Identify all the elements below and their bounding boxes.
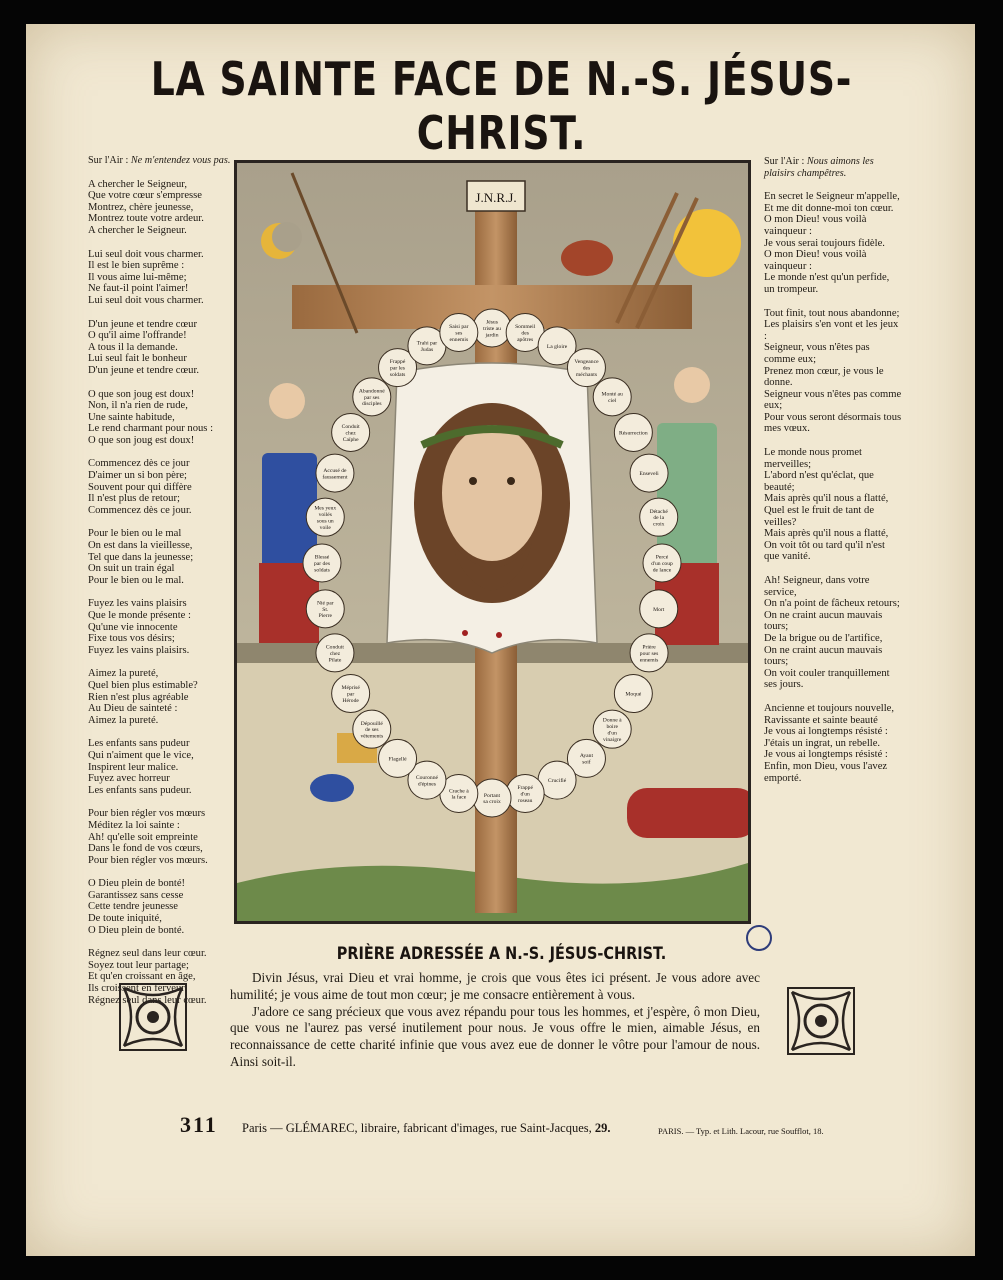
medallion-label: Couronné d'épines [415,774,438,788]
medallion-label: Frappé d'un roseau [517,785,533,804]
page-title: LA SAINTE FACE DE N.-S. JÉSUS-CHRIST. [150,52,853,160]
stanza: O que son joug est doux! Non, il n'a rien de rude, Une sainte habitude, Le rend charmant pour nous : O que son joug est doux! [88,388,214,446]
medallion-label: Abandonné par ses disciples [358,388,385,408]
passion-medallion [440,314,478,352]
stanza: D'un jeune et tendre cœur O qu'il aime l'offrande! A tous il la demande. Lui seul fait le bonheur D'un jeune et tendre cœur. [88,318,200,376]
passion-medallion [332,413,370,451]
passion-medallion [593,378,631,416]
passion-medallion [303,544,341,582]
passion-medallion [614,413,652,451]
stanza: En secret le Seigneur m'appelle, Et me dit donne-moi ton cœur. O mon Dieu! vous voilà vainqueur : Je vous serai toujours fidèle. O mon Dieu! vous voilà vainqueur : Le monde n'est qu'un perfide, un trompeur. [764,191,900,295]
passion-medallion [332,675,370,713]
left-song-air [88,155,233,167]
printer-line: PARIS. — Typ. et Lith. Lacour, rue Soufflot, 18. [658,1126,824,1136]
medallion-label: Monté au ciel [601,391,623,405]
prayer-title: PRIÈRE ADRESSÉE A N.-S. JÉSUS-CHRIST. [336,944,667,964]
ornament-right-icon [786,986,856,1056]
air-label: Sur l'Air : [88,155,129,166]
medallion-label: Conduit chez Pilate [325,644,344,664]
publisher-line [242,1121,610,1136]
medallion-label: Dépouillé de ses vêtements [360,720,384,740]
street-number: 29. [594,1121,611,1135]
rooster-icon [561,240,613,276]
medallion-label: Trahi par Judas [416,340,438,354]
sun-icon [673,209,741,277]
medallion-label: Donne à boire d'un vinaigre [602,717,622,743]
medallion-label: Ayant soif [579,753,594,766]
passion-medallion [379,739,417,777]
stanza: Le monde nous promet merveilles; L'abord n'est qu'éclat, que beauté; Mais après qu'il nous a flatté, Quel est le fruit de tant de veilles? Mais après qu'il nous a flatté, On voit tôt ou tard qu'il n'est que vanité. [764,447,889,563]
passion-medallion [506,774,544,812]
robe-instrument [627,788,748,838]
stanza: Régnez seul dans leur cœur. Soyez tout leur partage; Et qu'en croissant en âge, Ils croissent en ferveur; Régnez seul dans leur cœur. [88,948,207,1006]
medallion-label: Mort [653,606,665,613]
engraving-illustration [237,163,748,921]
stanza: Commencez dès ce jour D'aimer un si bon père; Souvent pour qui diffère Il n'est plus de retour; Commencez dès ce jour. [88,458,192,516]
medallion-label: La gloire [546,343,568,350]
print-number: 311 [180,1112,218,1137]
passion-medallion [643,544,681,582]
medallion-label: Mes yeux voilés sous un voile [314,505,337,531]
right-song [764,156,902,796]
medallion-label: Détaché de la croix [649,508,668,528]
library-stamp [746,925,772,951]
passion-medallion [640,590,678,628]
medallion-label: Saisi par ses ennemis [449,324,469,343]
medallion-label: Crucifié [547,778,567,785]
prayer-text [230,970,760,1071]
medallion-label: Crache à la face [448,788,469,801]
medallion-label: Jésus triste au jardin [483,319,501,339]
passion-medallion [473,309,511,347]
passion-medallion [353,378,391,416]
prayer-paragraph: Divin Jésus, vrai Dieu et vrai homme, je crois que vous êtes ici présent. Je vous adore avec humilité; je vous aime de tout mon cœur; je me consacre entièrement à vous. [230,970,760,1002]
stanza: Fuyez les vains plaisirs Que le monde présente : Qu'une vie innocente Fixe tous vos désirs; Fuyez les vains plaisirs. [88,598,191,656]
medallion-label: Enseveli [639,471,659,478]
stanza: Pour bien régler vos mœurs Méditez la loi sainte : Ah! qu'elle soit empreinte Dans le fond de vos cœurs, Pour bien régler vos mœurs. [88,808,208,866]
medallion-label: Accusé de faussement [322,467,348,481]
medallion-label: Percé d'un coup de lance [651,554,673,574]
passion-medallion [473,779,511,817]
stanza: O Dieu plein de bonté! Garantissez sans cesse Cette tendre jeunesse De toute iniquité, O Dieu plein de bonté. [88,878,186,936]
holy-face-engraving [234,160,751,924]
passion-medallion [614,675,652,713]
prayer-paragraph: J'adore ce sang précieux que vous avez répandu pour tous les hommes, et j'espère, ô mon Dieu, que vous ne l'aurez pas versé inutilement pour nous. Je vous offre le mien, aimable Jésus, en reconnaissance de cette charité infinie que vous avez eue de donner le vôtre pour l'amour de nous. Ainsi soit-il. [230,1003,760,1069]
right-song-air [764,156,902,179]
passion-medallion [353,710,391,748]
stanza: Lui seul doit vous charmer. Il est le bien suprême : Il vous aime lui-même; Ne faut-il point l'aimer! Lui seul doit vous charmer. [88,248,204,306]
medallion-label: Frappé par les soldats [389,359,406,379]
air-label: Sur l'Air : [764,156,805,167]
left-song [88,155,233,1018]
passion-medallion [630,634,668,672]
medallion-label: Prière pour ses ennemis [639,644,659,664]
medallion-label: Sommeil des apôtres [515,324,536,343]
stanza: A chercher le Seigneur, Que votre cœur s'empresse Montrez, chère jeunesse, Montrez toute votre ardeur. A chercher le Seigneur. [88,178,204,236]
medallion-label: Blessé par des soldats [314,554,330,574]
stanza: Aimez la pureté, Quel bien plus estimable? Rien n'est plus agréable Au Dieu de sainteté : Aimez la pureté. [88,668,198,726]
right-angel-head [674,367,710,403]
passion-medallion [316,634,354,672]
medallion-label: Conduit chez Caïphe [341,424,360,443]
ornament-left-icon [118,982,188,1052]
air-tune: Nous aimons les plaisirs champêtres. [764,156,874,179]
stanza: Tout finit, tout nous abandonne; Les plaisirs s'en vont et les jeux : Seigneur, vous n'êtes pas comme eux; Prenez mon cœur, je vous le donne. Seigneur vous n'êtes pas comme eux; Pour vous seront désormais tous mes vœux. [764,307,902,435]
publisher-text: Paris — GLÉMAREC, libraire, fabricant d'images, rue Saint-Jacques, [242,1121,592,1135]
medallion-label: Méprisé par Hérode [341,685,360,704]
medallion-label: Portant sa croix [483,792,501,806]
medallion-label: Résurrection [619,430,648,437]
left-stanzas [88,179,233,1007]
medallion-label: Flagellé [388,756,407,763]
medallion-label: Vengeance des méchants [574,359,599,379]
left-angel-head [269,383,305,419]
air-tune: Ne m'entendez vous pas. [130,155,231,166]
inri-text: J.N.R.J. [475,190,517,205]
stanza: Pour le bien ou le mal On est dans la vieillesse, Tel que dans la jeunesse; On suit un train égal Pour le bien ou le mal. [88,528,194,586]
medallion-label: Moqué [625,691,642,698]
passion-medallion [306,590,344,628]
passion-medallion [593,710,631,748]
stanza: Les enfants sans pudeur Qui n'aiment que le vice, Inspirent leur malice. Fuyez avec horreur Les enfants sans pudeur. [88,738,194,796]
passion-medallion [567,349,605,387]
medallion-label: Nié par St. Pierre [316,600,334,620]
passion-medallion [630,454,668,492]
passion-medallion [640,498,678,536]
passion-medallion [316,454,354,492]
stanza: Ancienne et toujours nouvelle, Ravissante et sainte beauté Je vous ai longtemps résisté : J'étais un ingrat, un rebelle. Je vous ai longtemps résisté : Enfin, mon Dieu, vous l'avez emporté. [764,702,895,784]
right-stanzas [764,191,902,784]
holy-face [442,425,542,561]
passion-medallion [306,498,344,536]
stanza: Ah! Seigneur, dans votre service, On n'a point de fâcheux retours; On ne craint aucun mauvais tours; De la brigue ou de l'artifice, On ne craint aucun mauvais tours; On voit couler tranquillement ses jours. [764,575,900,691]
